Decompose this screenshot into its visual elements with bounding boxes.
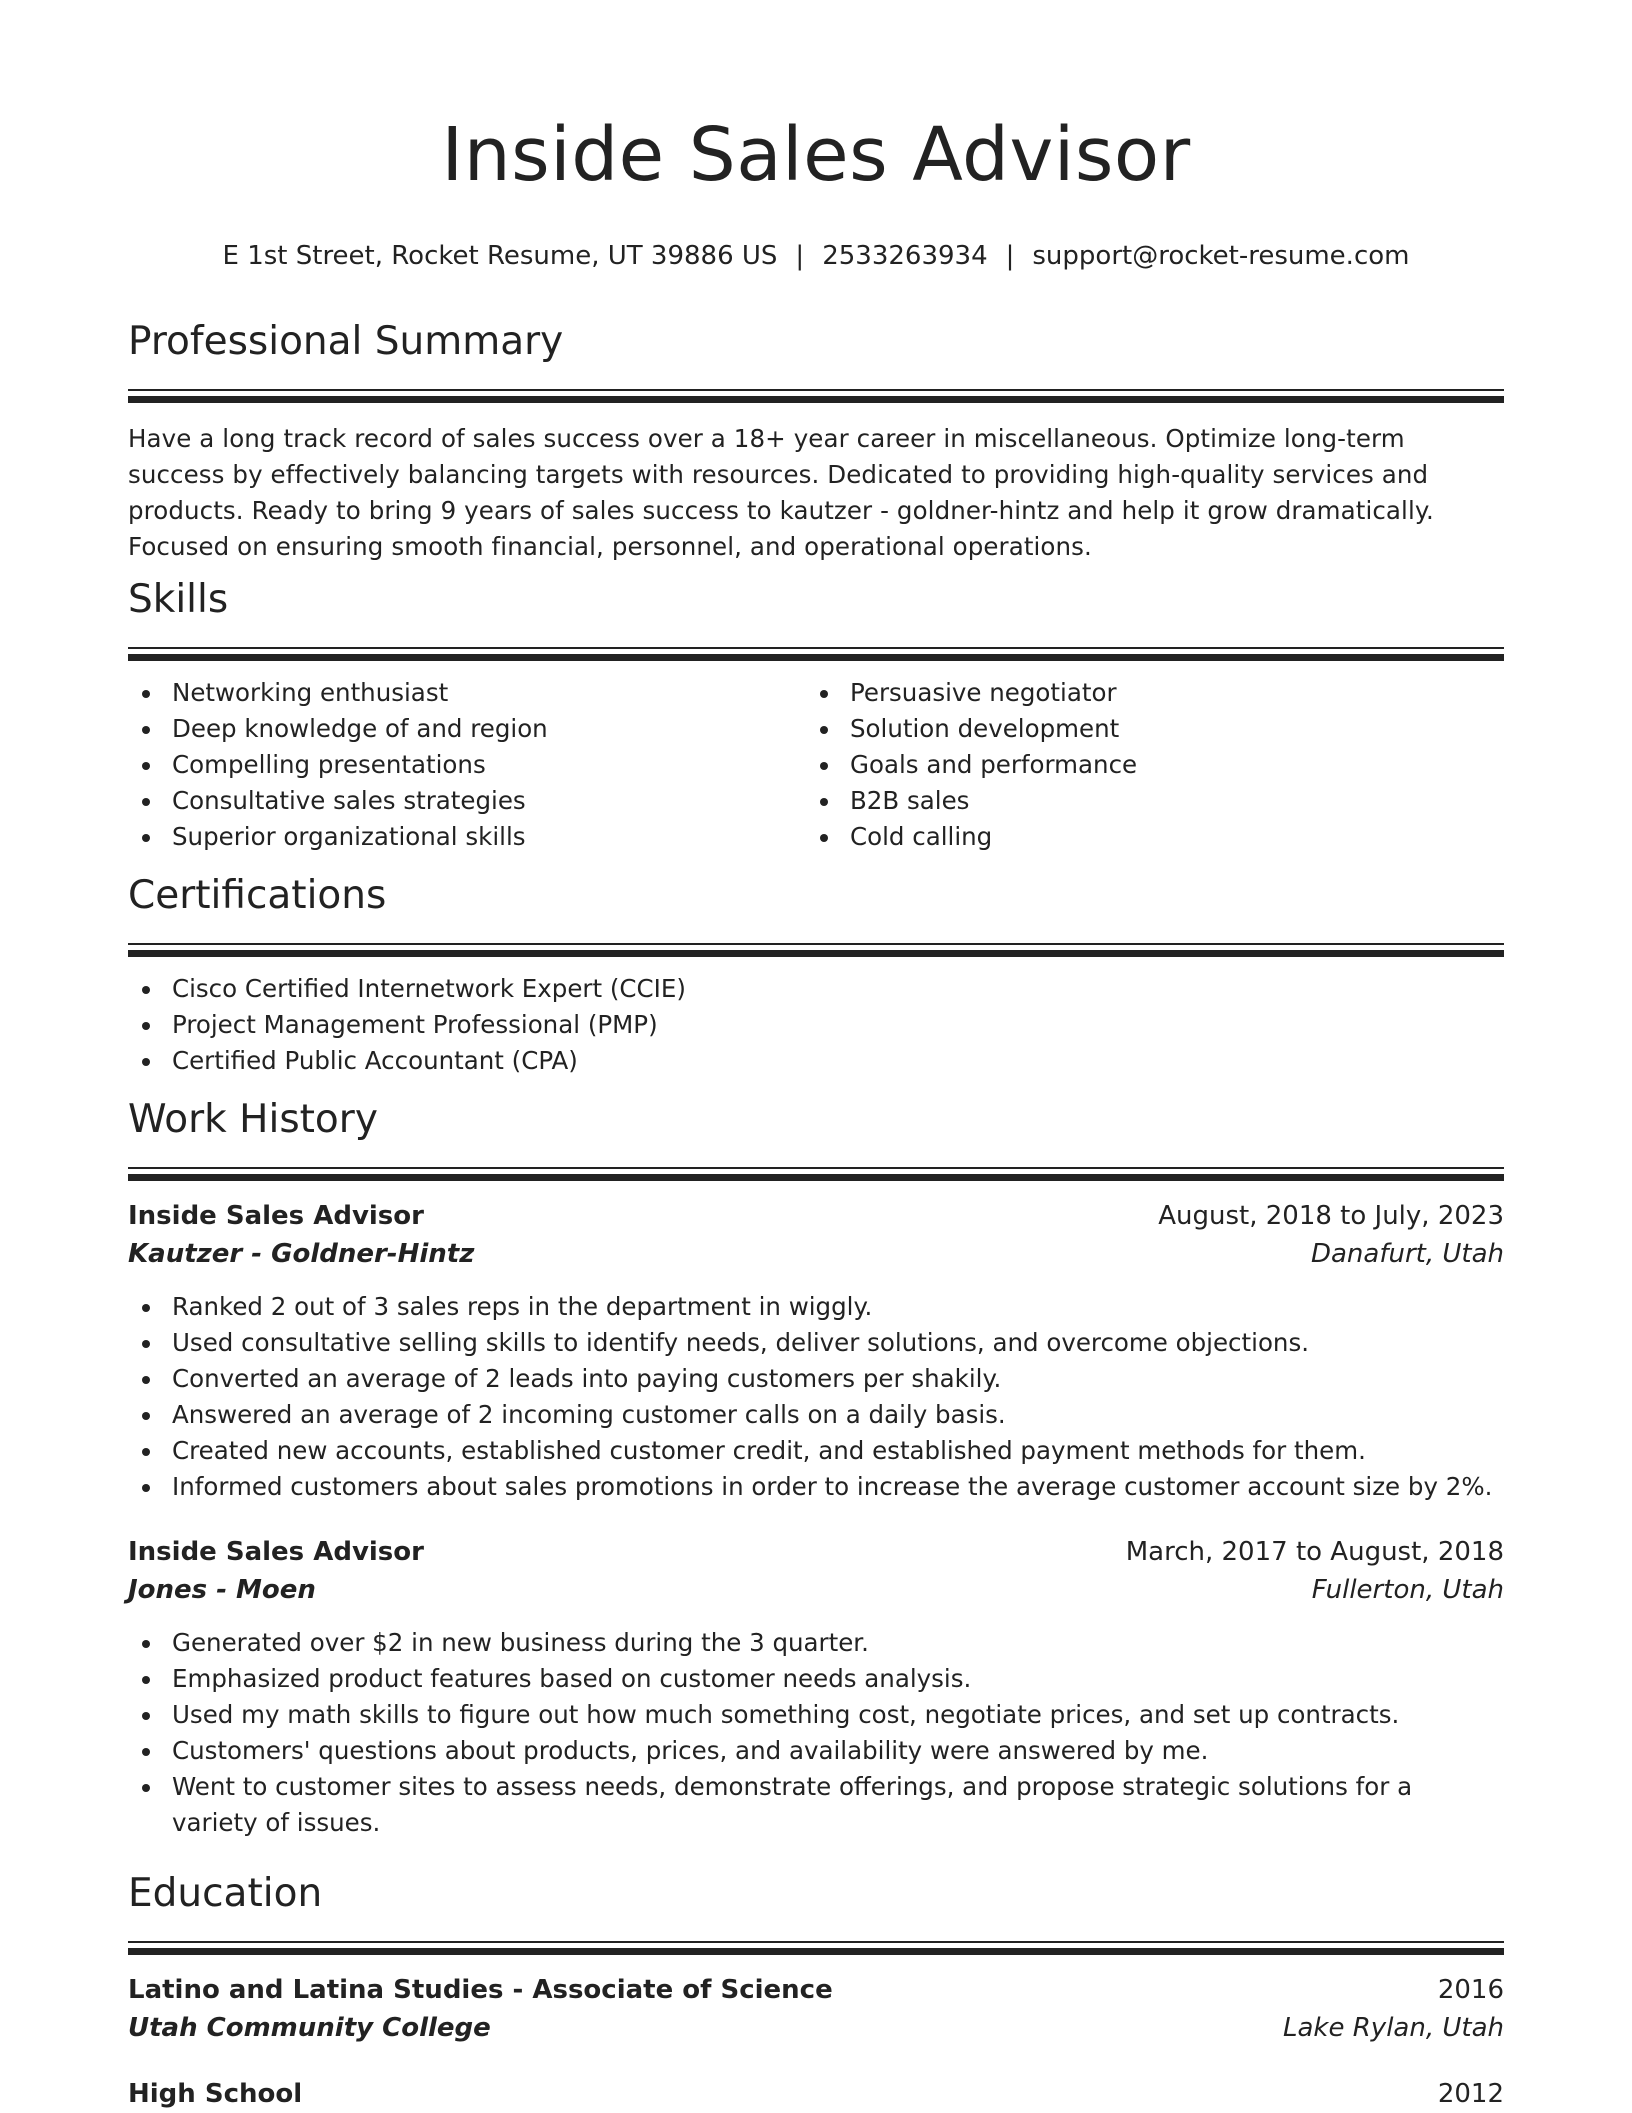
work-history-section [128, 1097, 1504, 1841]
education-heading: Education [128, 1871, 323, 1916]
section-divider [128, 389, 1504, 403]
job-company-row [128, 1235, 1504, 1273]
skill-item: Consultative sales strategies [128, 783, 806, 819]
job-entry [128, 1533, 1504, 1841]
section-divider [128, 943, 1504, 957]
skills-heading: Skills [128, 577, 229, 622]
contact-email: support@rocket-resume.com [1032, 241, 1410, 271]
contact-line [128, 240, 1504, 272]
skills-columns [128, 661, 1504, 855]
skills-column-right [806, 661, 1484, 855]
skill-item: Compelling presentations [128, 747, 806, 783]
job-bullets [128, 1625, 1504, 1841]
skills-section [128, 577, 1504, 855]
skill-item: Goals and performance [806, 747, 1484, 783]
education-header-row [128, 2075, 1504, 2113]
job-company: Jones - Moen [128, 1575, 316, 1605]
job-bullet: Answered an average of 2 incoming customer calls on a daily basis. [128, 1397, 1504, 1433]
education-section [128, 1871, 1504, 2113]
job-bullet: Used consultative selling skills to identify needs, deliver solutions, and overcome objections. [128, 1325, 1504, 1361]
job-location: Fullerton, Utah [1311, 1575, 1504, 1605]
contact-phone: 2533263934 [822, 241, 988, 271]
contact-separator: | [795, 241, 805, 271]
summary-section [128, 319, 1504, 565]
candidate-name: Inside Sales Advisor [441, 112, 1191, 198]
job-bullet: Emphasized product features based on customer needs analysis. [128, 1661, 1504, 1697]
education-entry [128, 1971, 1504, 2047]
job-bullet: Created new accounts, established customer credit, and established payment methods for them. [128, 1433, 1504, 1469]
education-school: Utah Community College [128, 2013, 491, 2043]
certifications-section [128, 873, 1504, 1079]
job-bullet: Ranked 2 out of 3 sales reps in the department in wiggly. [128, 1289, 1504, 1325]
education-entry [128, 2075, 1504, 2113]
skill-item: Networking enthusiast [128, 675, 806, 711]
education-location: Lake Rylan, Utah [1283, 2013, 1504, 2043]
job-bullets [128, 1289, 1504, 1505]
education-degree: High School [128, 2079, 303, 2109]
job-entry [128, 1197, 1504, 1505]
summary-heading: Professional Summary [128, 319, 564, 364]
education-year: 2016 [1437, 1975, 1504, 2005]
skill-item: Solution development [806, 711, 1484, 747]
skills-list-left [128, 675, 806, 855]
certification-item: Certified Public Accountant (CPA) [128, 1043, 1504, 1079]
certifications-list [128, 971, 1504, 1079]
education-school-row [128, 2009, 1504, 2047]
job-bullet: Went to customer sites to assess needs, demonstrate offerings, and propose strategic solutions for a variety of issues. [128, 1769, 1504, 1841]
job-title: Inside Sales Advisor [128, 1537, 424, 1567]
job-bullet: Used my math skills to figure out how much something cost, negotiate prices, and set up contracts. [128, 1697, 1504, 1733]
section-divider [128, 1941, 1504, 1955]
section-divider [128, 1167, 1504, 1181]
job-dates: August, 2018 to July, 2023 [1158, 1201, 1504, 1231]
job-company: Kautzer - Goldner-Hintz [128, 1239, 475, 1269]
contact-address: E 1st Street, Rocket Resume, UT 39886 US [222, 241, 778, 271]
skills-column-left [128, 661, 806, 855]
job-location: Danafurt, Utah [1310, 1239, 1504, 1269]
summary-text: Have a long track record of sales success over a 18+ year career in miscellaneous. Optimize long-term success by effectively balancing targets with resources. Dedicated to providing high-quality services and products. Ready to bring 9 years of sales success to kautzer - goldner-hintz and help it grow dramatically. Focused on ensuring smooth financial, personnel, and operational operations. [128, 424, 1434, 561]
contact-separator: | [1005, 241, 1015, 271]
section-divider [128, 647, 1504, 661]
skills-list-right [806, 675, 1484, 855]
job-bullet: Generated over $2 in new business during the 3 quarter. [128, 1625, 1504, 1661]
skill-item: Cold calling [806, 819, 1484, 855]
job-dates: March, 2017 to August, 2018 [1125, 1537, 1504, 1567]
job-header-row [128, 1197, 1504, 1235]
certification-item: Cisco Certified Internetwork Expert (CCIE) [128, 971, 1504, 1007]
skill-item: Persuasive negotiator [806, 675, 1484, 711]
skill-item: Superior organizational skills [128, 819, 806, 855]
job-bullet: Converted an average of 2 leads into paying customers per shakily. [128, 1361, 1504, 1397]
education-header-row [128, 1971, 1504, 2009]
skill-item: B2B sales [806, 783, 1484, 819]
education-degree: Latino and Latina Studies - Associate of Science [128, 1975, 833, 2005]
education-year: 2012 [1437, 2079, 1504, 2109]
certifications-heading: Certifications [128, 873, 387, 918]
job-bullet: Informed customers about sales promotions in order to increase the average customer account size by 2%. [128, 1469, 1504, 1505]
skill-item: Deep knowledge of and region [128, 711, 806, 747]
job-bullet: Customers' questions about products, prices, and availability were answered by me. [128, 1733, 1504, 1769]
job-header-row [128, 1533, 1504, 1571]
work-history-heading: Work History [128, 1097, 378, 1142]
job-company-row [128, 1571, 1504, 1609]
certification-item: Project Management Professional (PMP) [128, 1007, 1504, 1043]
job-title: Inside Sales Advisor [128, 1201, 424, 1231]
